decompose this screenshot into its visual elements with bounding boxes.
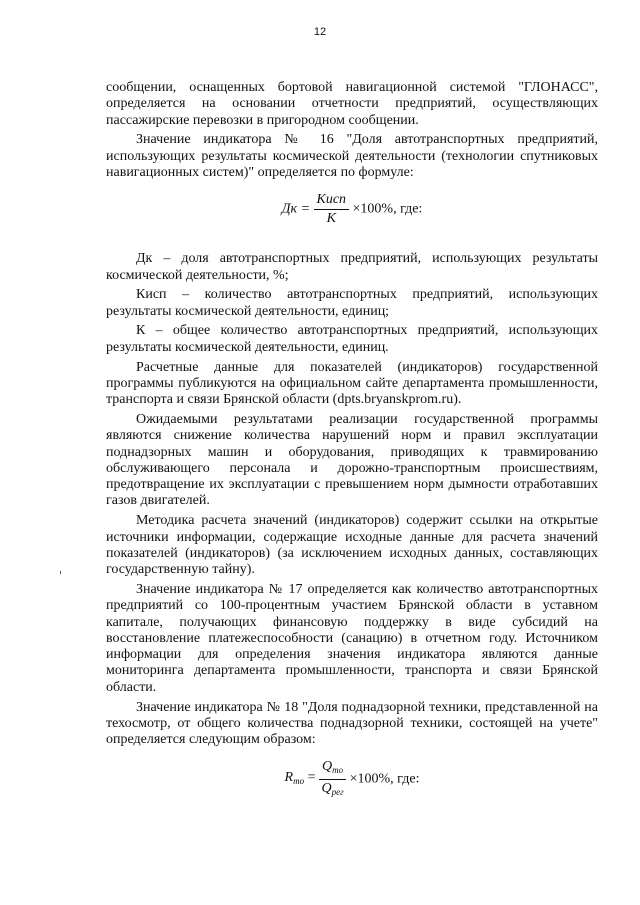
definition-kisp: Кисп – количество автотранспортных предприятий, использующих результаты космической деятельности, единиц; [106, 287, 598, 319]
margin-mark [60, 571, 61, 574]
formula-rto-num-main: Q [322, 759, 333, 775]
definition-k: К – общее количество автотранспортных предприятий, использующих результаты космической деятельности, единиц. [106, 323, 598, 355]
formula-rto-lhs-sub: то [293, 776, 305, 787]
formula-dk-numerator: Кисп [314, 191, 350, 210]
formula-rto-eq: = [307, 770, 316, 786]
formula-rto-lhs [285, 770, 316, 785]
document-body [106, 80, 598, 818]
formula-dk-rhs: ×100%, где: [352, 201, 423, 217]
formula-rto-rhs: ×100%, где: [349, 771, 420, 787]
formula-rto-num-sub: то [332, 765, 344, 776]
formula-rto-den-sub: рег [331, 787, 344, 798]
paragraph-indicator-17: Значение индикатора № 17 определяется как количество автотранспортных предприятий со 100-процентным участием Брянской области в уставном капитале, получающих финансовую поддержку в виде субсидий на восстановление платежеспособности (санацию) в отчетном году. Источником информации для определения значения индикатора являются данные мониторинга департамента промышленности, транспорта и связи Брянской области. [106, 581, 598, 695]
formula-dk-fraction [314, 191, 350, 228]
paragraph-continuation: сообщении, оснащенных бортовой навигационной системой "ГЛОНАСС", определяется на основании отчетности предприятий, осуществляющих пассажирские перевозки в пригородном сообщении. [106, 80, 598, 128]
page-number: 12 [313, 26, 327, 38]
paragraph-publication: Расчетные данные для показателей (индикаторов) государственной программы публикуются на официальном сайте департамента промышленности, транспорта и связи Брянской области (dpts.bryanskprom.ru). [106, 359, 598, 408]
formula-rto-denominator [319, 780, 346, 801]
formula-rto-den-main: Q [321, 781, 332, 797]
paragraph-expected-results: Ожидаемыми результатами реализации государственной программы являются снижение количества нарушений норм и правил эксплуатации поднадзорных машин и оборудования, приводящих к травмированию обслуживающего персонала и дорожно-транспортным происшествиям, предотвращение их эксплуатации с превышением норм дымности отработавших газов двигателей. [106, 411, 598, 509]
paragraph-indicator-18: Значение индикатора № 18 "Доля поднадзорной техники, представленной на техосмотр, от общего количества поднадзорной техники, состоящей на учете" определяется следующим образом: [106, 699, 598, 748]
paragraph-indicator-16: Значение индикатора № 16 "Доля автотранспортных предприятий, использующих результаты космической деятельности (технологии спутниковых навигационных систем)" определяется по формуле: [106, 132, 598, 180]
formula-dk-denominator: К [326, 211, 336, 227]
formula-rto-fraction [319, 758, 346, 801]
definition-dk: Дк – доля автотранспортных предприятий, использующих результаты космической деятельности, %; [106, 251, 598, 283]
formula-dk [106, 191, 598, 241]
formula-dk-lhs: Дк = [281, 201, 311, 217]
paragraph-methodology: Методика расчета значений (индикаторов) содержит ссылки на открытые источники информации, содержащие исходные данные для расчета значений показателей (индикаторов) (за исключением исходных данных, составляющих государственную тайну). [106, 513, 598, 578]
formula-rto-lhs-main: R [284, 770, 294, 786]
formula-rto-numerator [319, 758, 346, 780]
formula-rto [106, 758, 598, 808]
